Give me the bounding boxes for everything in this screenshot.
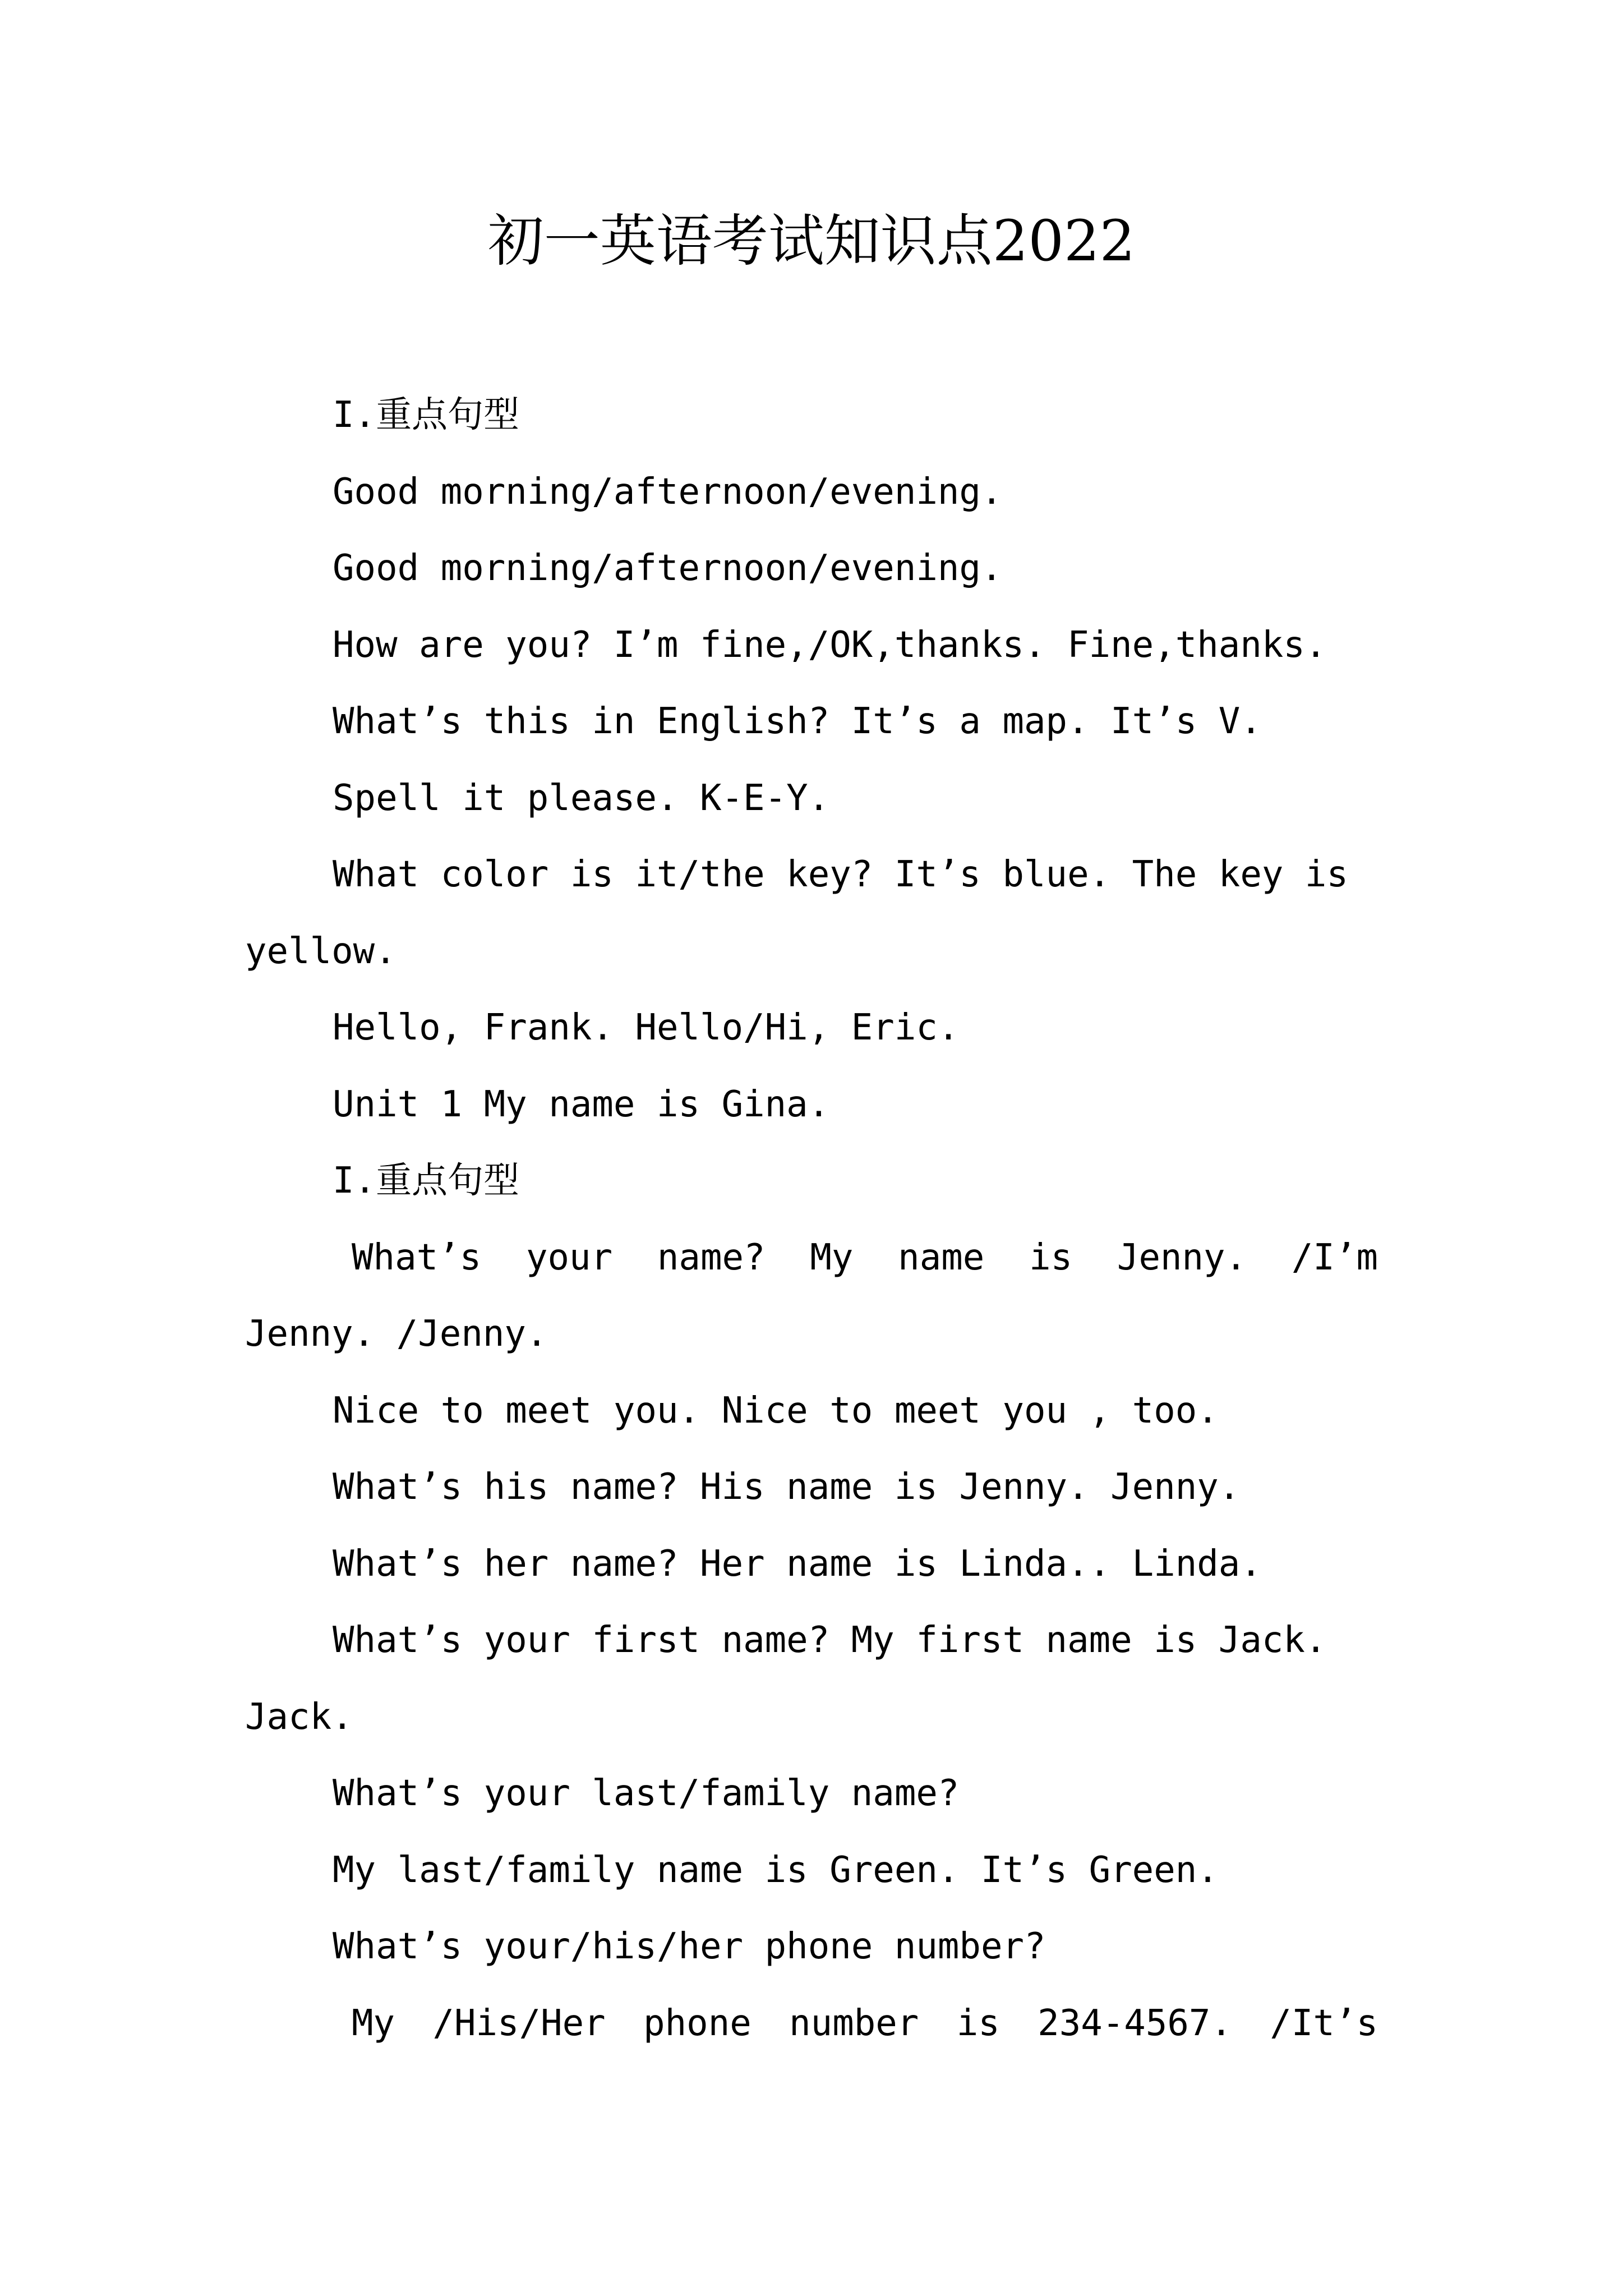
text-line: What’s your first name? My first name is Jack. [333, 1619, 1327, 1661]
text-line: What’s your/his/her phone number? [333, 1926, 1046, 1967]
word: Jenny. [1117, 1236, 1247, 1278]
section-heading: I.重点句型 [333, 1160, 520, 1202]
text-line: What’s his name? His name is Jenny. Jenny. [333, 1466, 1241, 1508]
word: My [810, 1236, 854, 1278]
text-line: How are you? I’m fine,/OK,thanks. Fine,thanks. [333, 624, 1327, 666]
document-title: 初一英语考试知识点2022 [487, 208, 1136, 274]
word: 234-4567. [1038, 2002, 1232, 2044]
word: name? [657, 1236, 766, 1278]
text-line: What’s this in English? It’s a map. It’s V. [333, 701, 1262, 742]
word: name [898, 1236, 985, 1278]
text-line: Nice to meet you. Nice to meet you , too. [333, 1389, 1219, 1432]
text-line-justified [245, 1985, 1378, 2062]
word: What’s [352, 1236, 482, 1278]
text-line: Good morning/afternoon/evening. [333, 471, 1003, 513]
word: phone [643, 2002, 751, 2044]
word: your [525, 1236, 613, 1278]
text-line-justified [245, 1220, 1378, 1296]
word: number [789, 2002, 919, 2044]
word: /I’m [1291, 1236, 1378, 1278]
word: is [956, 2002, 1000, 2044]
text-line: Good morning/afternoon/evening. [333, 547, 1003, 589]
text-line: Hello, Frank. Hello/Hi, Eric. [333, 1007, 960, 1048]
text-line-continuation: Jenny. /Jenny. [245, 1313, 548, 1355]
section-heading: I.重点句型 [333, 394, 520, 436]
text-line: What color is it/the key? It’s blue. The key is [333, 854, 1348, 895]
text-line-continuation: Jack. [245, 1696, 353, 1738]
word: /It’s [1270, 2002, 1378, 2044]
text-line: Spell it please. K-E-Y. [333, 777, 830, 819]
document-body [245, 377, 1378, 2062]
word: is [1029, 1236, 1073, 1278]
unit-heading: Unit 1 My name is Gina. [333, 1083, 830, 1125]
word: My [352, 2002, 395, 2044]
text-line-continuation: yellow. [245, 930, 396, 972]
text-line: My last/family name is Green. It’s Green. [333, 1849, 1219, 1891]
text-line: What’s your last/family name? [333, 1773, 960, 1814]
word: /His/Her [432, 2002, 606, 2044]
text-line: What’s her name? Her name is Linda.. Linda. [333, 1543, 1262, 1585]
